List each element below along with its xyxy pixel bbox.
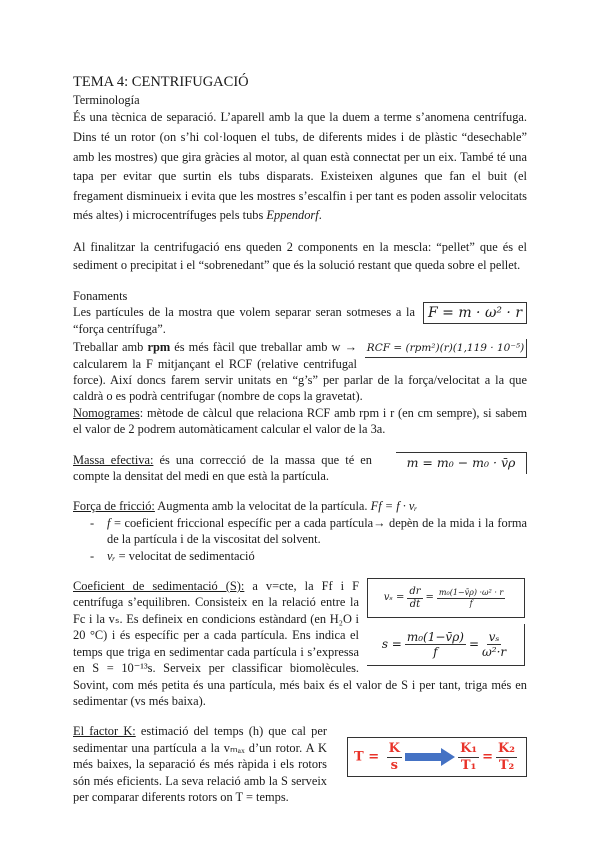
fraction: $\frac{\text{m₀(1−v̄ρ)}}{f}$ <box>406 629 464 660</box>
paragraph-factor-k: T = $\frac{K}{s}$ $\frac{\text{K₁}}{\text{T₁}}$ = $\frac{\text{K₂}}{\text{T₂}}$ El factor K: estimació del temps (h) que cal per sedimentar una partícula a la vₘₐₓ d’un rotor. A K més baixes, la separació és més ràpida i els rotors són més eficients. La seva relació amb la S serveix per comparar diferents rotors on T = temps. <box>73 723 527 805</box>
formula-t-equals-k-over-s: T = $\frac{K}{s}$ <box>354 741 400 773</box>
formula-centrifugal-force: F = m · ω² · r <box>423 302 527 324</box>
paragraph-terminologia: És una tècnica de separació. L’aparell amb la que la duem a terme s’anomena centrífuga. Dins té un rotor (on s’hi col·loquen el tubs, de diferents mides i de plàstic “desechable” amb les mostres) que gira gràcies al motor, al quan està connectat per un eix. També té una tapa per evitar que surtin els tubs disparats. Existeixen algunes que fan el buit (el fregament disminueix i evita que les mostres s’escalfin i per tant es poden assolir velocitats més altes) i microcentrífuges pels tubs Eppendorf. <box>73 110 527 223</box>
fraction: $\frac{\text{vₛ}}{\text{ω²·r}}$ <box>482 629 507 660</box>
page-title: TEMA 4: CENTRIFUGACIÓ <box>73 74 249 90</box>
list-item: - f = coeficient friccional específic per a cada partícula→ depèn de la mida i la forma de la partícula i de la viscositat del solvent. <box>73 515 527 548</box>
formula-lhs: vₛ = <box>383 591 405 603</box>
paragraph-massa-efectiva: m = m₀ − m₀ · v̄ρ Massa efectiva: és una correcció de la massa que té en compte la densitat del medi en que està la partícula. <box>73 452 527 485</box>
formula-rcf: RCF = (rpm²)(r)(1,119 · 10⁻⁵) <box>365 339 527 358</box>
list-item: - vᵣ = velocitat de sedimentació <box>73 548 527 564</box>
document-body <box>73 72 527 805</box>
paragraph-nomogrames: Nomogrames: mètode de càlcul que relaciona RCF amb rpm i r (en cm sempre), si sabem el valor de 2 podrem automàticament calcular el valor de la 3a. <box>73 405 527 437</box>
sedimentation-formulas <box>367 578 527 666</box>
fraction: $\frac{\text{m₀(1−v̄ρ) ·ω² · r}}{f}$ <box>438 587 504 608</box>
paragraph-rpm: RCF = (rpm²)(r)(1,119 · 10⁻⁵) Treballar amb rpm és més fàcil que treballar amb w → calcularem la F mitjançant el RCF (relative centrifugal force). Així doncs farem servir unitats en “g’s” per parlar de la força/velocitat a la que caldrà o es podrà centrifugar (nombre de cops la gravetat). <box>73 340 527 404</box>
formula-sedimentation-coefficient: s = $\frac{\text{m₀(1−v̄ρ)}}{f}$ = $\frac{\text{vₛ}}{\text{ω²·r}}$ <box>367 624 525 666</box>
formula-lhs: s = <box>381 637 402 652</box>
friccio-bullet-list <box>73 515 527 564</box>
arrow-right-icon <box>405 748 455 766</box>
paragraph-sedimentacio: vₛ = $\frac{dr}{dt}$ = $\frac{\text{m₀(1−v̄ρ) ·ω² · r}}{f}$ s = $\frac{\text{m₀(1−v̄ρ)}}{f}$ = $\frac{\text{vₛ}}{\text{ω²·r}}$ Coeficient de sedimentació (S): a v=cte, la Ff i F centrífuga s’equilibren. Consisteix en la relació entre la Fc i la vₛ. Es defineix en condicions estàndard (en H₂O i 20 °C) i és específic per a cada partícula. Ens indica el temps que triga en sedimentar cada partícula i s’expressa en S = 10⁻¹³s. Serveix per classificar biomolècules. Sovint, com més petita és una partícula, més baix és el valor de S i per tant, triga més en sedimentar (vs més baixa). <box>73 579 527 708</box>
paragraph-forca <box>73 304 527 337</box>
paragraph-pellet: Al finalitzar la centrifugació ens queden 2 components en la mescla: “pellet” que és el sediment o precipitat i el “sobrenedant” que és la solució restant que queda sobre el pellet. <box>73 239 527 272</box>
formula-k-ratio: $\frac{\text{K₁}}{\text{T₁}}$ = $\frac{\text{K₂}}{\text{T₂}}$ <box>460 741 515 773</box>
paragraph-forca-text: Les partícules de la mostra que volem separar seran sotmeses a la “força centrífuga”. <box>73 305 415 336</box>
fraction: $\frac{dr}{dt}$ <box>409 585 421 610</box>
formula-sedimentation-velocity: vₛ = $\frac{dr}{dt}$ = $\frac{\text{m₀(1−v̄ρ) ·ω² · r}}{f}$ <box>367 578 525 618</box>
section-heading-fonaments: Fonaments <box>73 288 128 303</box>
section-heading-terminologia: Terminología <box>73 93 140 107</box>
formula-effective-mass: m = m₀ − m₀ · v̄ρ <box>396 452 527 474</box>
formula-k-factor <box>347 737 527 777</box>
paragraph-friccio: Força de fricció: Augmenta amb la velocitat de la partícula. Ff = f · vᵣ <box>73 499 418 514</box>
